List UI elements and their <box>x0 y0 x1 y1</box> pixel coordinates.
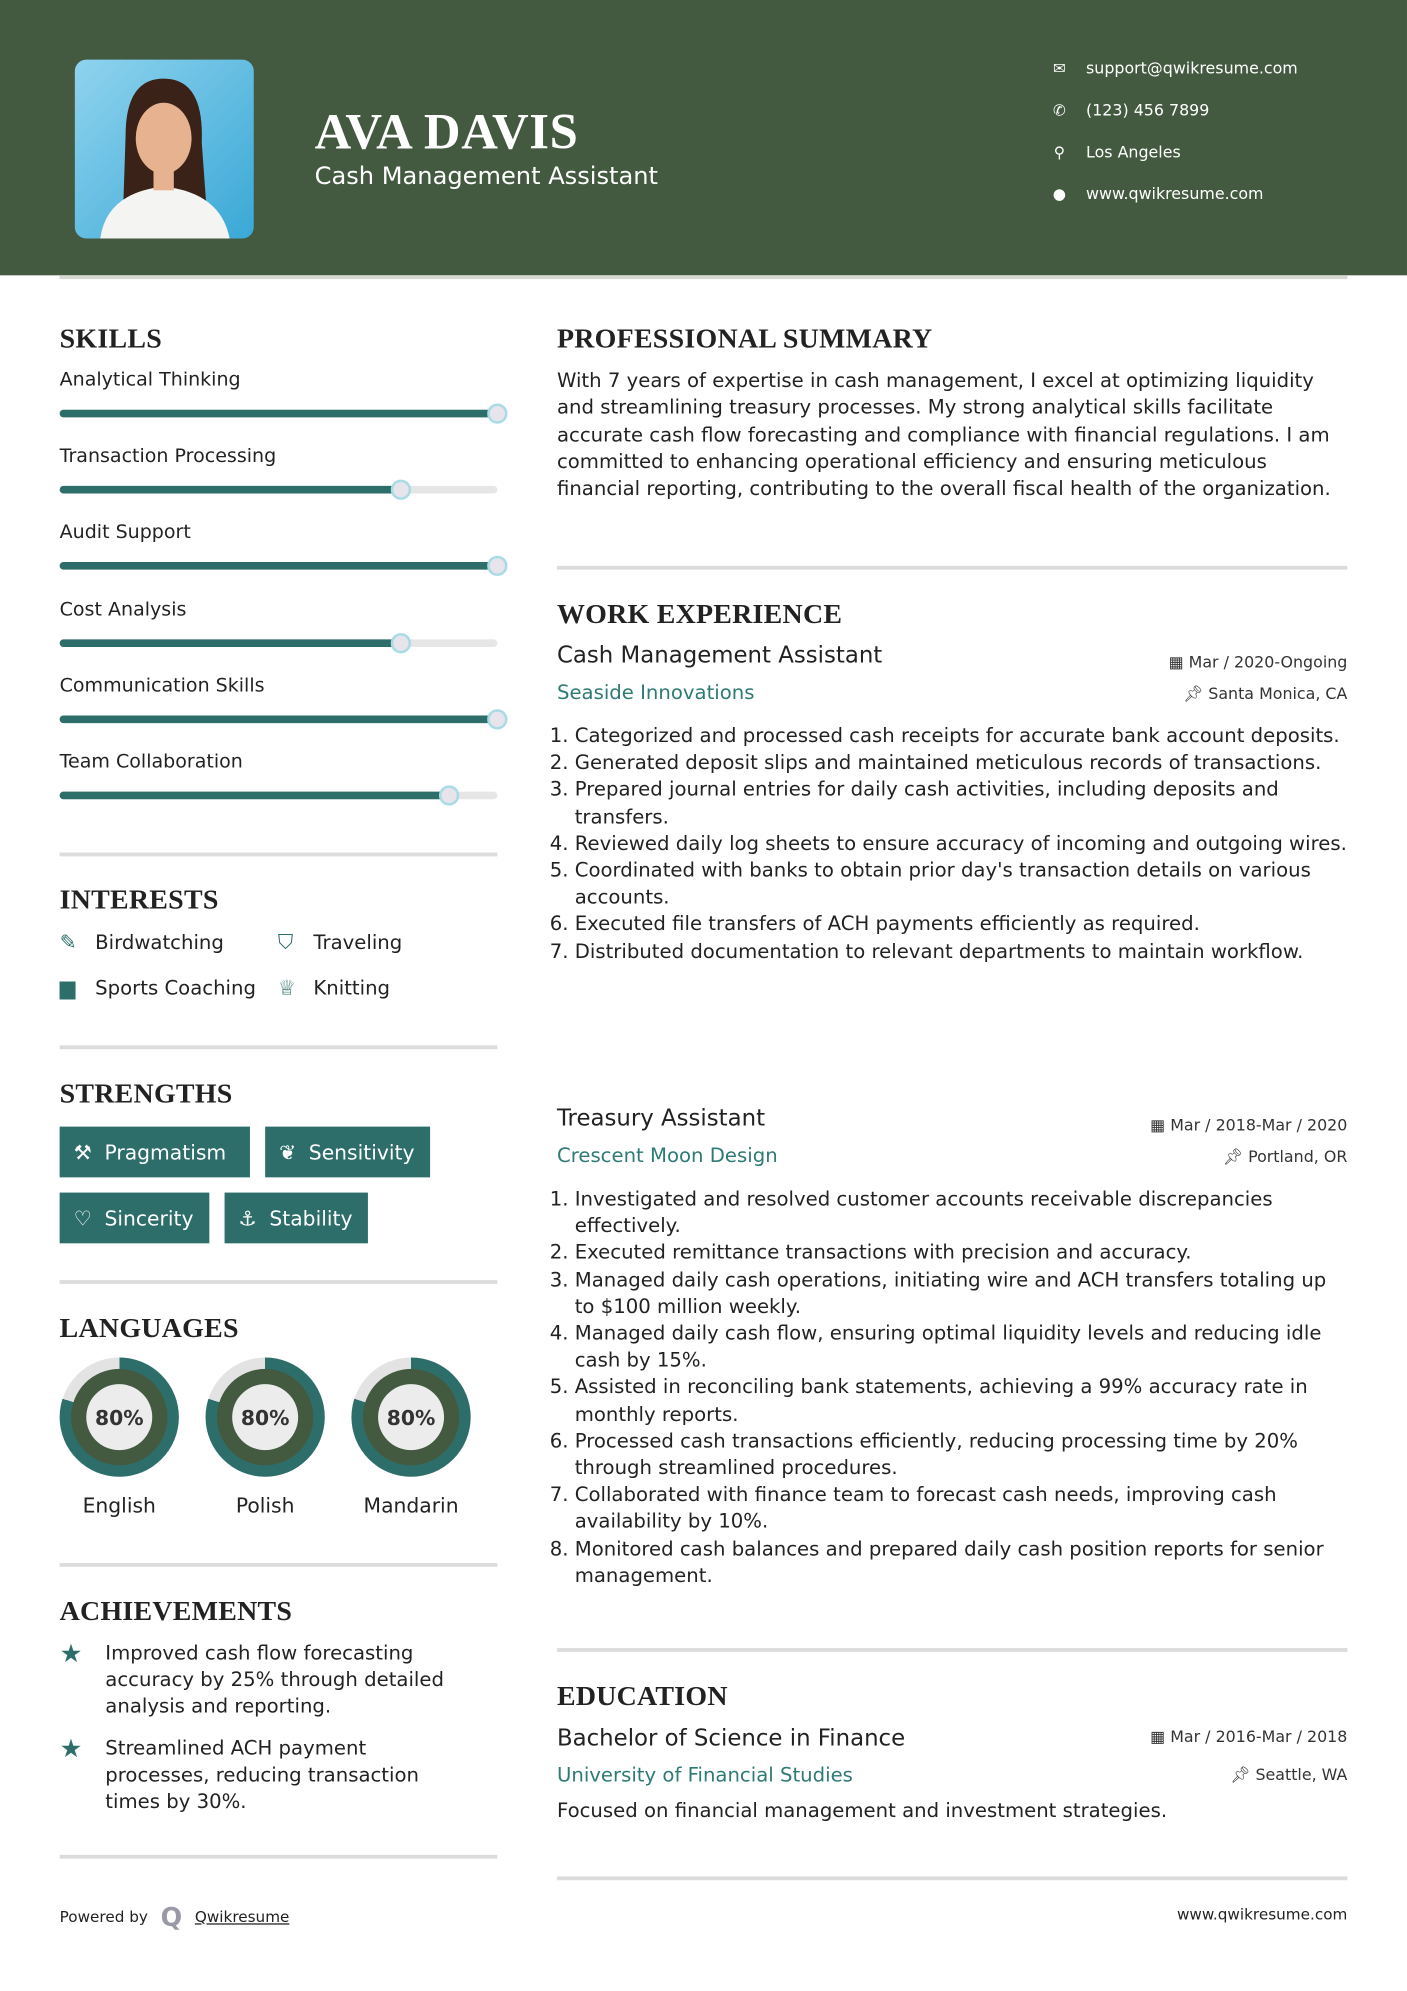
job-location <box>1223 1147 1347 1167</box>
language-donut <box>206 1358 325 1477</box>
strength-tag <box>60 1193 210 1244</box>
header <box>0 0 1407 275</box>
education-description: Focused on financial management and investment strategies. <box>556 1799 1168 1822</box>
skill-knob <box>487 403 507 423</box>
dates-text: Mar / 2018-Mar / 2020 <box>1170 1115 1348 1135</box>
skill-item <box>60 673 517 722</box>
language-donut <box>351 1358 470 1477</box>
skill-knob <box>487 556 507 576</box>
duty-item: 8. Monitored cash balances and prepared daily cash position reports for senior management. <box>575 1536 1349 1590</box>
duty-item: 2. Executed remittance transactions with precision and accuracy. <box>575 1240 1349 1267</box>
globe-icon: ● <box>1052 184 1067 203</box>
company-name: Crescent Moon Design <box>556 1144 778 1168</box>
skill-bar-fill <box>60 639 401 647</box>
phone-icon: ✆ <box>1052 100 1066 119</box>
language-percent: 80% <box>86 1384 152 1450</box>
skill-bar-fill <box>60 410 498 418</box>
degree: Bachelor of Science in Finance <box>556 1725 906 1753</box>
divider <box>557 1648 1347 1652</box>
education-dates <box>1150 1727 1347 1746</box>
skill-bar <box>60 563 498 571</box>
achievement-item <box>59 1733 473 1816</box>
header-divider <box>60 275 1348 279</box>
duty-item: 3. Managed daily cash operations, initiating wire and ACH transfers totaling up to $100 million weekly. <box>575 1267 1349 1321</box>
skill-label: Transaction Processing <box>59 444 277 468</box>
divider <box>557 566 1347 570</box>
strength-tag <box>225 1193 368 1244</box>
strength-tag <box>265 1127 430 1178</box>
achievement-item <box>59 1637 473 1720</box>
skill-item <box>60 521 517 570</box>
job-location <box>1183 684 1347 704</box>
footer-url[interactable]: www.qwikresume.com <box>1176 1905 1348 1924</box>
interest-item <box>278 930 402 955</box>
pin-icon: 📌︎ <box>1183 683 1209 703</box>
interest-item <box>60 930 224 954</box>
interest-label: Traveling <box>313 931 403 955</box>
contact-location <box>1050 142 1180 161</box>
heart-icon: ♡ <box>73 1205 92 1231</box>
experience-heading: WORK EXPERIENCE <box>556 597 843 630</box>
skill-bar <box>60 410 498 418</box>
strength-tag <box>60 1127 250 1178</box>
skill-label: Communication Skills <box>59 673 265 697</box>
skill-bar-fill <box>60 715 498 723</box>
star-icon: ★ <box>59 1733 83 1764</box>
candidate-name: AVA DAVIS <box>314 102 579 160</box>
duty-item: 4. Reviewed daily log sheets to ensure accuracy of incoming and outgoing wires. <box>575 831 1349 858</box>
pin-icon: 📌︎ <box>1230 1764 1256 1784</box>
interest-label: Sports Coaching <box>95 976 256 1000</box>
phone-text: (123) 456 7899 <box>1086 100 1210 120</box>
education-location <box>1230 1765 1347 1785</box>
interest-item <box>60 976 256 1000</box>
powered-by <box>60 1902 290 1932</box>
pin-icon: 📌︎ <box>1222 1146 1249 1166</box>
duty-item: 7. Distributed documentation to relevant departments to maintain workflow. <box>575 938 1349 965</box>
job-title: Treasury Assistant <box>556 1105 766 1132</box>
skill-label: Team Collaboration <box>59 749 243 773</box>
skill-item <box>60 597 517 646</box>
school: University of Financial Studies <box>556 1763 853 1787</box>
calendar-icon: ▦ <box>1168 652 1189 672</box>
duty-item: 1. Categorized and processed cash receipts for accurate bank account deposits. <box>575 723 1349 750</box>
strength-label: Sincerity <box>104 1205 194 1231</box>
binoculars-icon: ⛉ <box>277 929 294 955</box>
interests-heading: INTERESTS <box>59 883 219 915</box>
location-text: Portland, OR <box>1248 1146 1348 1166</box>
calendar-icon: ▦ <box>1150 1726 1171 1746</box>
language-label: Polish <box>235 1493 295 1518</box>
education-heading: EDUCATION <box>556 1679 728 1712</box>
skill-label: Audit Support <box>59 520 191 544</box>
achievement-text: Streamlined ACH payment processes, reducing transaction times by 30%. <box>105 1736 419 1813</box>
skill-knob <box>391 633 411 653</box>
skill-knob <box>391 480 411 500</box>
divider <box>557 1876 1347 1880</box>
skill-item <box>60 750 517 799</box>
star-icon: ★ <box>59 1637 83 1669</box>
achievement-text: Improved cash flow forecasting accuracy by 25% through detailed analysis and reporting. <box>105 1641 444 1718</box>
divider <box>60 1563 498 1567</box>
job-title: Cash Management Assistant <box>556 641 883 669</box>
skill-bar-fill <box>60 563 498 571</box>
skill-bar <box>60 486 498 494</box>
language-percent: 80% <box>378 1384 444 1450</box>
qwikresume-link[interactable]: Qwikresume <box>194 1908 290 1926</box>
divider <box>60 853 498 857</box>
skill-label: Cost Analysis <box>59 597 187 620</box>
location-text: Los Angeles <box>1086 142 1181 162</box>
strength-label: Pragmatism <box>104 1139 227 1165</box>
skill-bar <box>60 715 498 723</box>
job-dates <box>1150 1115 1347 1134</box>
language-label: English <box>82 1493 156 1518</box>
contact-email[interactable] <box>1050 58 1297 77</box>
location-text: Santa Monica, CA <box>1208 683 1348 703</box>
dates-text: Mar / 2020-Ongoing <box>1188 652 1348 672</box>
skill-bar <box>60 792 498 800</box>
powered-by-label: Powered by <box>59 1908 148 1926</box>
email-text: support@qwikresume.com <box>1086 58 1298 78</box>
interest-label: Knitting <box>313 976 391 1000</box>
duty-item: 7. Collaborated with finance team to forecast cash needs, improving cash availability by 10%. <box>575 1482 1349 1536</box>
duties-list <box>557 723 1349 965</box>
interest-label: Birdwatching <box>95 930 224 954</box>
contact-phone[interactable] <box>1050 100 1209 119</box>
briefcase-icon: ▆ <box>59 975 76 1000</box>
company-name: Seaside Innovations <box>556 681 755 705</box>
leaf-icon: ❦ <box>279 1139 297 1165</box>
skills-heading: SKILLS <box>59 322 163 354</box>
skill-bar-fill <box>60 792 450 800</box>
gavel-icon: ⚒ <box>73 1139 92 1165</box>
candidate-title: Cash Management Assistant <box>314 162 659 191</box>
edit-icon: ✎ <box>59 929 77 955</box>
duty-item: 3. Prepared journal entries for daily cash activities, including deposits and transfers. <box>575 777 1349 831</box>
skill-knob <box>439 785 459 805</box>
envelope-icon: ✉ <box>1052 58 1066 77</box>
job-dates <box>1169 652 1348 671</box>
calendar-icon: ▦ <box>1150 1115 1171 1135</box>
duty-item: 5. Coordinated with banks to obtain prior day's transaction details on various accounts. <box>575 858 1349 912</box>
trophy-icon: ♕ <box>277 975 297 1000</box>
duty-item: 6. Processed cash transactions efficiently, reducing processing time by 20% through streamlined procedures. <box>575 1428 1349 1482</box>
language-donut <box>60 1358 179 1477</box>
skill-knob <box>487 709 507 729</box>
profile-photo <box>75 60 254 239</box>
skill-item <box>60 368 517 417</box>
map-marker-icon: ⚲ <box>1053 142 1065 161</box>
duties-list <box>557 1186 1349 1590</box>
achievements-heading: ACHIEVEMENTS <box>59 1594 293 1627</box>
duty-item: 2. Generated deposit slips and maintained meticulous records of transactions. <box>575 750 1349 777</box>
skill-bar-fill <box>60 486 401 494</box>
anchor-icon: ⚓ <box>238 1205 257 1231</box>
website-text: www.qwikresume.com <box>1086 183 1264 203</box>
summary-text: With 7 years of expertise in cash management, I excel at optimizing liquidity and streamlining treasury processes. My strong analytical skills facilitate accurate cash flow forecasting and compliance with financial regulations. I am committed to enhancing operational efficiency and ensuring meticulous financial reporting, contributing to the overall fiscal health of the organization. <box>556 369 1331 501</box>
languages-heading: LANGUAGES <box>59 1311 239 1344</box>
strength-label: Stability <box>269 1205 353 1231</box>
qwikresume-logo-icon: Q <box>160 1901 183 1933</box>
language-percent: 80% <box>232 1384 298 1450</box>
divider <box>60 1045 498 1049</box>
skill-label: Analytical Thinking <box>59 367 241 391</box>
language-label: Mandarin <box>363 1493 459 1518</box>
duty-item: 1. Investigated and resolved customer accounts receivable discrepancies effectively. <box>575 1186 1349 1240</box>
strength-label: Sensitivity <box>308 1139 415 1165</box>
location-text: Seattle, WA <box>1255 1764 1348 1784</box>
divider <box>60 1280 498 1284</box>
skill-bar <box>60 639 498 647</box>
divider <box>60 1855 498 1859</box>
skill-item <box>60 444 517 493</box>
contact-website[interactable] <box>1050 184 1263 203</box>
summary-heading: PROFESSIONAL SUMMARY <box>556 322 933 354</box>
strengths-heading: STRENGTHS <box>59 1077 233 1109</box>
interest-item <box>278 976 390 1000</box>
dates-text: Mar / 2016-Mar / 2018 <box>1170 1726 1348 1746</box>
duty-item: 5. Assisted in reconciling bank statements, achieving a 99% accuracy rate in monthly reports. <box>575 1375 1349 1429</box>
duty-item: 6. Executed file transfers of ACH payments efficiently as required. <box>575 911 1349 938</box>
duty-item: 4. Managed daily cash flow, ensuring optimal liquidity levels and reducing idle cash by 15%. <box>575 1321 1349 1375</box>
